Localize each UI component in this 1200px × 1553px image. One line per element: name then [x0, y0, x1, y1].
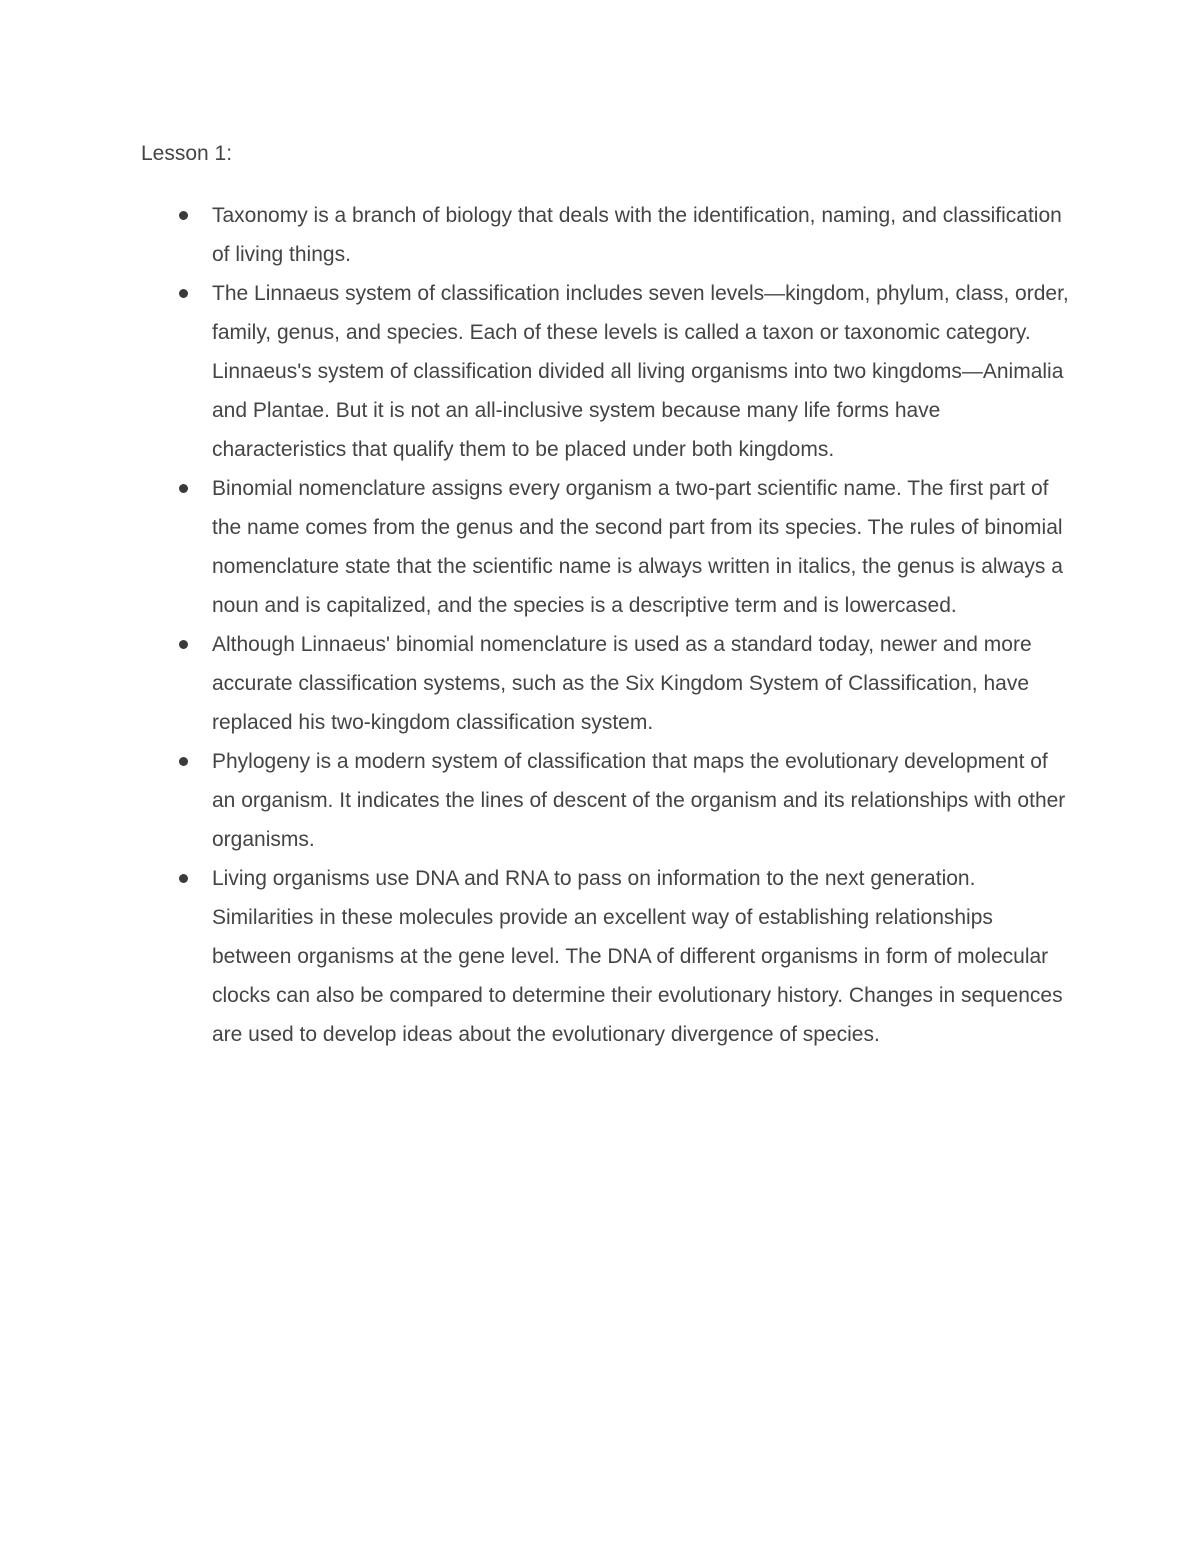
list-item — [141, 742, 1071, 859]
list-item — [141, 274, 1071, 469]
bullet-icon — [179, 874, 188, 883]
list-item — [141, 196, 1071, 274]
bullet-icon — [179, 484, 188, 493]
list-item-text: The Linnaeus system of classification includes seven levels—kingdom, phylum, class, order, family, genus, and species. Each of these levels is called a taxon or taxonomic category. Linnaeus's system of classification divided all living organisms into two kingdoms—Animalia and Plantae. But it is not an all-inclusive system because many life forms have characteristics that qualify them to be placed under both kingdoms. — [212, 282, 1069, 461]
bullet-icon — [179, 289, 188, 298]
document-body — [141, 138, 1071, 1054]
bullet-list — [141, 196, 1071, 1054]
list-item — [141, 859, 1071, 1054]
bullet-icon — [179, 640, 188, 649]
lesson-heading: Lesson 1: — [141, 142, 233, 165]
list-item-text: Although Linnaeus' binomial nomenclature is used as a standard today, newer and more accurate classification systems, such as the Six Kingdom System of Classification, have replaced his two-kingdom classification system. — [212, 633, 1032, 734]
bullet-icon — [179, 211, 188, 220]
list-item-text: Living organisms use DNA and RNA to pass on information to the next generation. Similarities in these molecules provide an excellent way of establishing relationships between organisms at the gene level. The DNA of different organisms in form of molecular clocks can also be compared to determine their evolutionary history. Changes in sequences are used to develop ideas about the evolutionary divergence of species. — [212, 867, 1063, 1046]
bullet-icon — [179, 757, 188, 766]
list-item-text: Binomial nomenclature assigns every organism a two-part scientific name. The first part of the name comes from the genus and the second part from its species. The rules of binomial nomenclature state that the scientific name is always written in italics, the genus is always a noun and is capitalized, and the species is a descriptive term and is lowercased. — [212, 477, 1063, 617]
list-item — [141, 469, 1071, 625]
list-item-text: Phylogeny is a modern system of classification that maps the evolutionary development of an organism. It indicates the lines of descent of the organism and its relationships with other organisms. — [212, 750, 1066, 851]
list-item-text: Taxonomy is a branch of biology that deals with the identification, naming, and classification of living things. — [212, 204, 1062, 266]
list-item — [141, 625, 1071, 742]
